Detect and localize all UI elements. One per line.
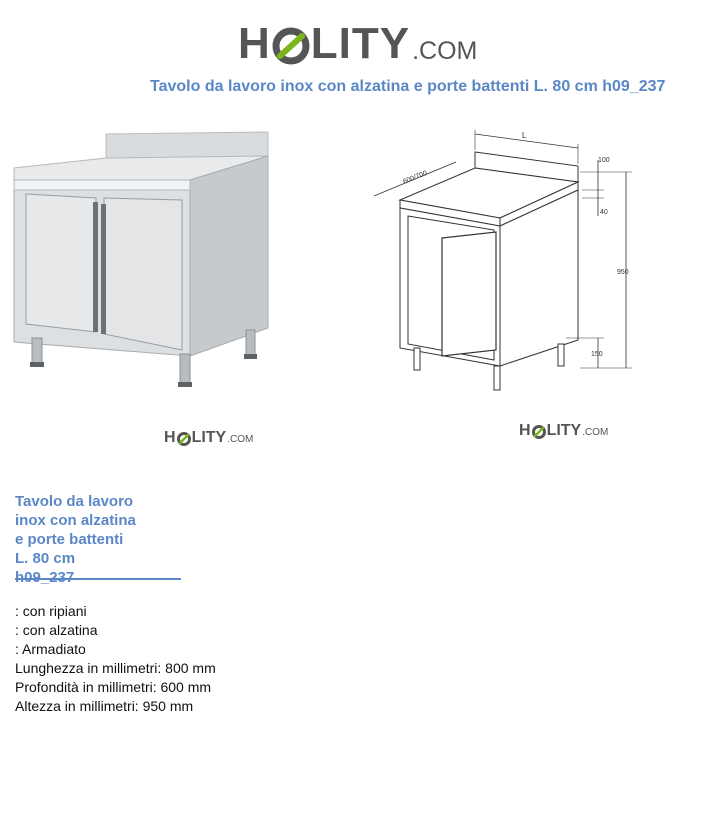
wm2-o-icon: [531, 423, 547, 439]
product-title[interactable]: [15, 492, 165, 587]
photo-watermark-logo: [164, 430, 253, 446]
spec-item: Lunghezza in millimetri: 800 mm: [15, 660, 216, 676]
spec-list: [15, 602, 216, 716]
product-title-line: e porte battenti: [15, 531, 124, 548]
wm1-o-icon: [176, 430, 192, 446]
spec-item: : con alzatina: [15, 622, 98, 638]
wm1-h: H: [164, 429, 176, 446]
wm1-domain: .COM: [227, 434, 254, 445]
spec-item: : con ripiani: [15, 603, 87, 619]
product-title-line: inox con alzatina: [15, 512, 136, 529]
wm2-domain: .COM: [582, 427, 609, 438]
product-title-line: L. 80 cm: [15, 550, 76, 567]
drawing-watermark-logo: [519, 423, 608, 439]
spec-item: : Armadiato: [15, 641, 86, 657]
technical-drawing[interactable]: [360, 120, 640, 420]
logo-text-lity: LITY: [310, 19, 411, 68]
title-underline: [15, 578, 181, 580]
dim-length-label: L: [522, 131, 527, 140]
spec-item: Profondità in millimetri: 600 mm: [15, 679, 212, 695]
logo-text-h: H: [238, 19, 271, 68]
dim-top-label: 100: [598, 157, 610, 164]
dim-backsplash-label: 40: [600, 209, 608, 216]
dim-depth-label: 600/700: [402, 169, 429, 186]
wm1-lity: LITY: [191, 429, 227, 446]
product-photo[interactable]: [0, 120, 290, 450]
product-title-line: Tavolo da lavoro: [15, 493, 134, 510]
logo-domain: .COM: [412, 37, 478, 65]
wm2-lity: LITY: [546, 422, 582, 439]
spec-item: Altezza in millimetri: 950 mm: [15, 698, 194, 714]
site-logo[interactable]: [238, 18, 477, 66]
wm2-h: H: [519, 422, 531, 439]
dim-height-label: 950: [617, 269, 629, 276]
dim-feet-label: 150: [591, 351, 603, 358]
page-title: Tavolo da lavoro inox con alzatina e porte battenti L. 80 cm h09_237: [150, 78, 666, 95]
logo-o-icon: [271, 22, 311, 66]
